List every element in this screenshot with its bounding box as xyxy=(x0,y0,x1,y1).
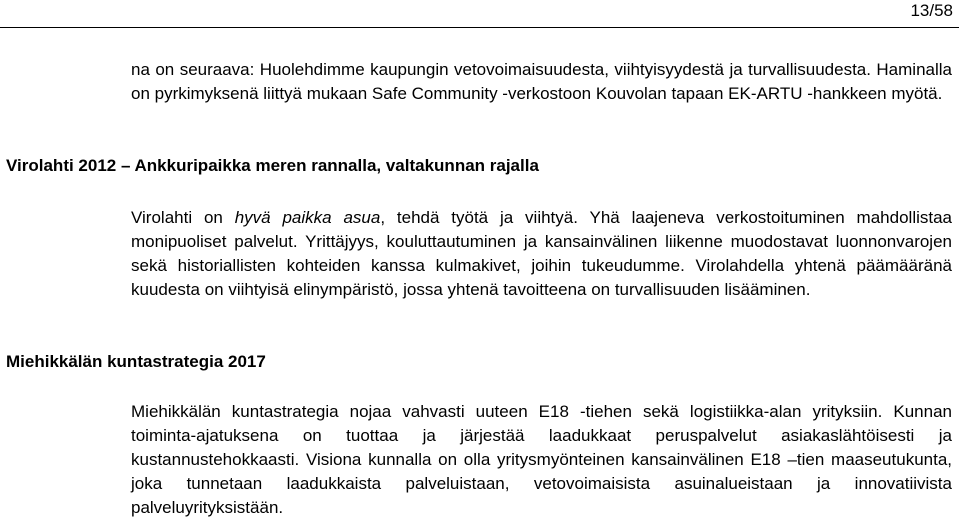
virolahti-paragraph xyxy=(131,206,952,302)
miehikkala-paragraph: Miehikkälän kuntastrategia nojaa vahvasti uuteen E18 -tiehen sekä logistiikka-alan yrityksiin. Kunnan toiminta-ajatuksena on tuottaa ja järjestää laadukkaat peruspalvelut asiakaslähtöisesti ja kustannustehokkaasti. Visiona kunnalla on olla yritysmyönteinen kansainvälinen E18 –tien maaseutukunta, joka tunnetaan laadukkaista palveluistaan, vetovoimaisista asuinalueistaan ja innovatiivista palveluyrityksistään. xyxy=(131,402,952,517)
virolahti-text-start: Virolahti on xyxy=(131,208,235,227)
virolahti-heading: Virolahti 2012 – Ankkuripaikka meren rannalla, valtakunnan rajalla xyxy=(6,156,539,175)
virolahti-text-rest: , tehdä työtä ja viihtyä. Yhä laajeneva verkostoituminen mahdollistaa monipuoliset palvelut. Yrittäjyys, kouluttautuminen ja kansainvälinen liikenne muodostavat luonnonvarojen sekä historiallisten kohteiden kanssa kulmakivet, joihin tukeudumme. Virolahdella yhtenä päämääränä kuudesta on viihtyisä elinympäristö, jossa yhtenä tavoitteena on turvallisuuden lisääminen. xyxy=(131,208,953,299)
intro-paragraph: na on seuraava: Huolehdimme kaupungin vetovoimaisuudesta, viihtyisyydestä ja turvallisuudesta. Haminalla on pyrkimyksenä liittyä mukaan Safe Community -verkostoon Kouvolan tapaan EK-ARTU -hankkeen myötä. xyxy=(131,60,952,103)
miehikkala-heading: Miehikkälän kuntastrategia 2017 xyxy=(6,352,266,371)
page-number: 13/58 xyxy=(910,1,953,20)
header-divider xyxy=(0,27,959,28)
virolahti-emphasis: hyvä paikka asua xyxy=(234,208,381,227)
